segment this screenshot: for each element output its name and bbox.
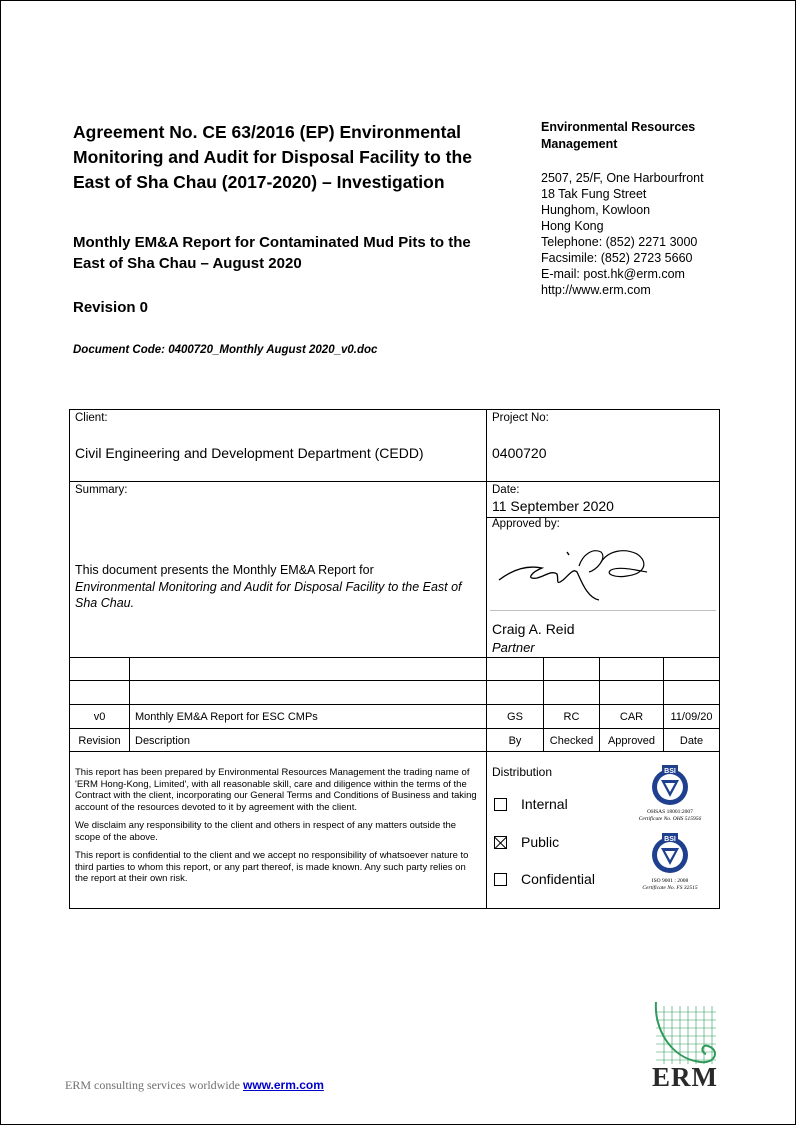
checked-value: RC: [563, 711, 580, 723]
description-value: Monthly EM&A Report for ESC CMPs: [135, 711, 318, 723]
cert1-caption: [627, 809, 713, 823]
approver-title: Partner: [492, 640, 535, 655]
address-line: Hunghom, Kowloon: [541, 203, 651, 217]
approved-value: CAR: [619, 711, 644, 723]
summary-cell: [69, 481, 487, 658]
project-cell: [486, 409, 720, 482]
table-cell: [599, 657, 664, 681]
project-number: 0400720: [492, 445, 547, 461]
public-label: Public: [521, 834, 560, 850]
disclaimer-paragraph: We disclaim any responsibility to the client and others in respect of any matters outside the scope of the above.: [75, 820, 457, 843]
date-cell: [486, 481, 720, 518]
table-header-cell: [69, 728, 130, 752]
table-cell: [599, 704, 664, 729]
erm-logo-text: ERM: [652, 1062, 718, 1092]
table-header-cell: [129, 728, 487, 752]
disclaimer-cell: [69, 751, 487, 909]
summary-body: [75, 562, 480, 612]
table-cell: [69, 657, 130, 681]
internal-checkbox[interactable]: [494, 798, 507, 811]
table-header-cell: [663, 728, 720, 752]
client-value: Civil Engineering and Development Department (CEDD): [75, 445, 424, 461]
svg-text:BSI: BSI: [664, 836, 676, 843]
table-cell: [486, 657, 544, 681]
bsi-badge-icon: [648, 764, 692, 806]
cert1-number: Certificate No. OHS 515956: [638, 816, 702, 822]
table-cell: [663, 680, 720, 705]
approved-header: Approved: [607, 735, 656, 747]
table-cell: [69, 680, 130, 705]
organization-name: [541, 119, 741, 153]
by-value: GS: [507, 711, 523, 723]
description-header: Description: [135, 735, 191, 747]
table-cell: [543, 704, 600, 729]
footer-link[interactable]: www.erm.com: [242, 1078, 324, 1092]
footer-text: ERM consulting services worldwide: [65, 1078, 240, 1092]
address-line: 18 Tak Fung Street: [541, 187, 647, 201]
signature-line: [490, 610, 716, 611]
report-title: Agreement No. CE 63/2016 (EP) Environmental Monitoring and Audit for Disposal Facility to the East of Sha Chau (2017-2020) – Investigation: [73, 122, 472, 192]
date-label: Date:: [492, 484, 520, 496]
disclaimer-paragraph: This report has been prepared by Environmental Resources Management the trading name of 'ERM Hong-Kong, Limited', with all reasonable skill, care and diligence within the terms of the Contract with the client, incorporating our General Terms and Conditions of Business and taking account of the resources devoted to it by agreement with the client.: [75, 767, 477, 813]
cert1-standard: OHSAS 18001:2007: [647, 809, 693, 815]
revision-label: Revision 0: [73, 299, 149, 316]
facsimile: Facsimile: (852) 2723 5660: [541, 251, 693, 265]
cert2-standard: ISO 9001 : 2008: [651, 878, 689, 884]
email: E-mail: post.hk@erm.com: [541, 267, 685, 281]
summary-text: This document presents the Monthly EM&A Report for: [75, 563, 374, 577]
table-cell: [663, 704, 720, 729]
document-code: Document Code: 0400720_Monthly August 2020_v0.doc: [73, 344, 378, 356]
internal-label: Internal: [521, 796, 568, 812]
footer: [65, 1078, 324, 1093]
disclaimer-paragraph: This report is confidential to the client and we accept no responsibility of whatsoever nature to third parties to whom this report, or any part thereof, is made known. Any such party relies on the report at their own risk.: [75, 850, 469, 884]
telephone: Telephone: (852) 2271 3000: [541, 235, 698, 249]
confidential-label: Confidential: [521, 871, 595, 887]
disclaimer-text: [75, 767, 481, 892]
table-cell: [129, 680, 487, 705]
table-header-cell: [486, 728, 544, 752]
table-cell: [663, 657, 720, 681]
summary-italic: Environmental Monitoring and Audit for Disposal Facility to the East of Sha Chau.: [75, 579, 462, 610]
table-cell: [599, 680, 664, 705]
client-cell: [69, 409, 487, 482]
distribution-cell: [486, 751, 720, 909]
table-header-cell: [543, 728, 600, 752]
table-cell: [69, 704, 130, 729]
distribution-label: Distribution: [492, 765, 553, 779]
address-line: 2507, 25/F, One Harbourfront: [541, 171, 704, 185]
report-subtitle: Monthly EM&A Report for Contaminated Mud Pits to the East of Sha Chau – August 2020: [73, 234, 471, 272]
address-line: Hong Kong: [541, 219, 604, 233]
signature-image: [497, 540, 657, 605]
table-cell: [129, 704, 487, 729]
table-cell: [486, 680, 544, 705]
bsi-badge-icon: [648, 832, 692, 874]
public-checkbox[interactable]: [494, 836, 507, 849]
organization-name-line2: Management: [541, 137, 618, 151]
revision-value: v0: [93, 711, 106, 723]
table-cell: [129, 657, 487, 681]
date-value: 11 September 2020: [492, 498, 614, 514]
approver-name: Craig A. Reid: [492, 621, 575, 637]
approval-cell: [486, 517, 720, 658]
checked-header: Checked: [549, 735, 594, 747]
client-label: Client:: [75, 412, 108, 424]
website: http://www.erm.com: [541, 283, 651, 297]
approved-label: Approved by:: [492, 518, 560, 530]
table-cell: [543, 657, 600, 681]
date-value: 11/09/20: [670, 711, 713, 723]
summary-label: Summary:: [75, 484, 128, 496]
organization-address: [541, 170, 751, 298]
by-header: By: [508, 735, 522, 747]
revision-header: Revision: [78, 735, 121, 747]
cert2-number: Certificate No. FS 32515: [642, 885, 698, 891]
organization-name-line1: Environmental Resources: [541, 120, 696, 134]
table-header-cell: [599, 728, 664, 752]
table-cell: [486, 704, 544, 729]
cert2-caption: [627, 878, 713, 892]
date-header: Date: [679, 735, 704, 747]
confidential-checkbox[interactable]: [494, 873, 507, 886]
table-cell: [543, 680, 600, 705]
project-label: Project No:: [492, 412, 549, 424]
svg-text:BSI: BSI: [664, 768, 676, 775]
